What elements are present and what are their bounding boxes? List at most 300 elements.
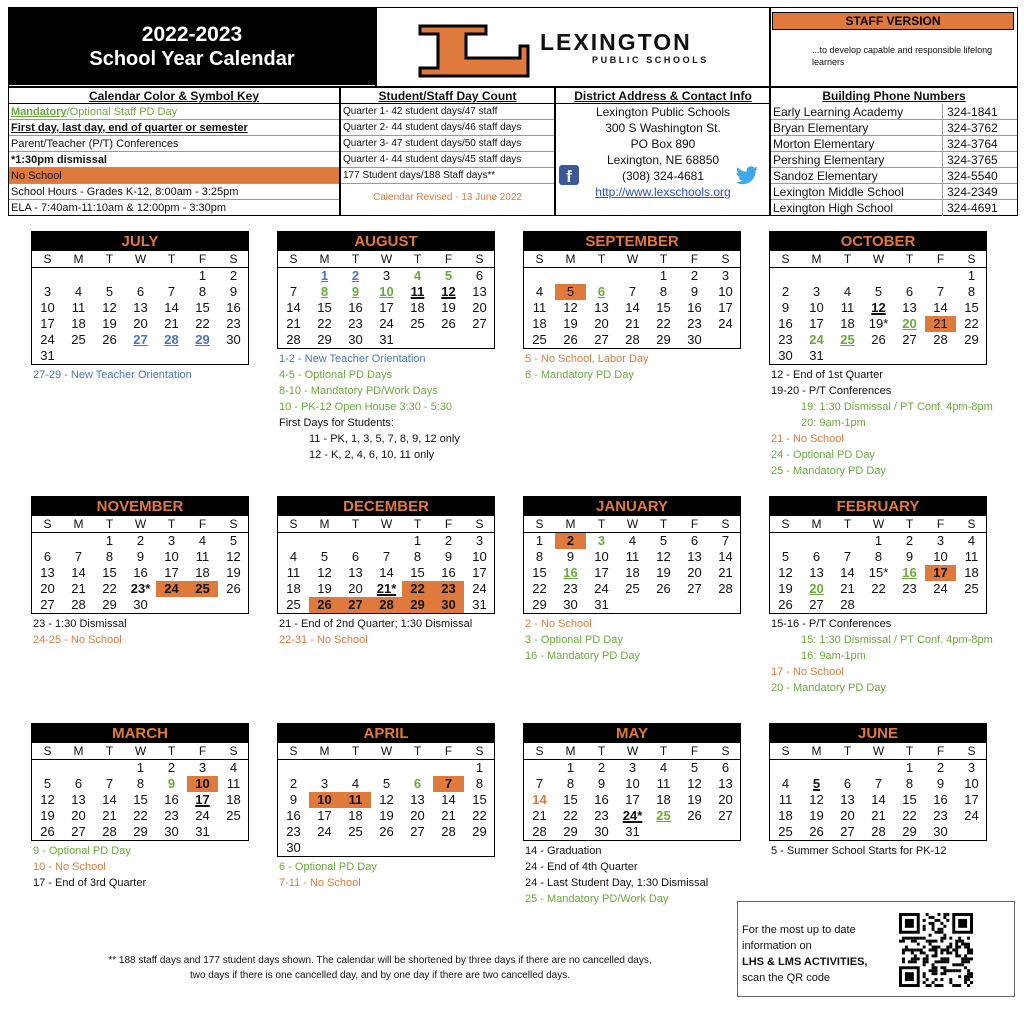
calendar-day: 26 xyxy=(871,332,886,347)
note-line: 6 - Mandatory PD Day xyxy=(525,369,634,381)
month-title: FEBRUARY xyxy=(769,496,987,516)
key-mandatory xyxy=(9,104,339,120)
key-no-school: No School xyxy=(9,168,339,184)
empty-day xyxy=(278,760,309,776)
empty-day xyxy=(710,824,741,840)
calendar-day: 14 xyxy=(286,300,301,315)
calendar-day: 28 xyxy=(371,597,402,613)
calendar-day: 27 xyxy=(594,332,609,347)
week-row xyxy=(524,792,740,808)
calendar-day: 7 xyxy=(843,549,852,564)
calendar-day: 2 xyxy=(351,268,360,283)
weekday-label: S xyxy=(475,744,484,758)
calendar-day: 16 xyxy=(778,316,793,331)
calendar-day: 29 xyxy=(902,824,917,839)
district-website-link[interactable]: http://www.lexschools.org xyxy=(595,185,731,199)
empty-day xyxy=(925,268,956,284)
calendar-day: 26 xyxy=(563,332,578,347)
week-row xyxy=(770,776,986,792)
note-line: 25 - Mandatory PD/Work Day xyxy=(525,893,669,905)
empty-day xyxy=(63,533,94,549)
calendar-day: 15 xyxy=(472,792,487,807)
calendar-day: 1 xyxy=(967,268,976,283)
calendar-day: 27 xyxy=(410,824,425,839)
calendar-day: 7 xyxy=(382,549,391,564)
week-row xyxy=(770,808,986,824)
weekday-label: S xyxy=(967,744,976,758)
weekday-label: W xyxy=(626,744,639,758)
phone-row xyxy=(771,136,1017,152)
calendar-day: 24 xyxy=(156,581,187,597)
weekday-label: W xyxy=(380,517,393,531)
month-grid xyxy=(277,516,495,614)
empty-day xyxy=(524,760,555,776)
calendar-day: 29 xyxy=(102,597,117,612)
calendar-day: 3 xyxy=(320,776,329,791)
calendar-day: 6 xyxy=(905,284,914,299)
calendar-day: 12 xyxy=(809,792,824,807)
calendar-day: 2 xyxy=(229,268,238,283)
week-row xyxy=(770,565,986,581)
calendar-day: 18 xyxy=(840,316,855,331)
twitter-icon[interactable] xyxy=(735,166,759,186)
weekday-label: M xyxy=(565,744,576,758)
calendar-day: 11 xyxy=(625,549,640,564)
calendar-day: 24* xyxy=(622,808,643,823)
calendar-day: 12 xyxy=(379,792,394,807)
weekday-label: S xyxy=(289,517,298,531)
month-title: MARCH xyxy=(31,723,249,743)
week-row xyxy=(770,284,986,300)
calendar-day: 27 xyxy=(809,597,824,612)
month-grid xyxy=(31,251,249,365)
calendar-day: 18 xyxy=(778,808,793,823)
calendar-day: 30 xyxy=(133,597,148,612)
calendar-day: 27 xyxy=(133,332,148,347)
calendar-day: 31 xyxy=(594,597,609,612)
facebook-icon[interactable]: f xyxy=(559,165,579,185)
calendar-day: 12 xyxy=(226,549,241,564)
calendar-day: 7 xyxy=(105,776,114,791)
calendar-day: 4 xyxy=(74,284,83,299)
building-name: Lexington Middle School xyxy=(773,185,904,199)
empty-day xyxy=(340,533,371,549)
calendar-day: 16 xyxy=(563,565,578,580)
calendar-day: 18 xyxy=(195,565,210,580)
month-notes xyxy=(33,843,146,891)
calendar-day: 23 xyxy=(563,581,578,596)
calendar-day: 29 xyxy=(133,824,148,839)
note-line: 24 - End of 4th Quarter xyxy=(525,861,638,873)
calendar-day: 3 xyxy=(812,284,821,299)
month-november xyxy=(31,496,249,646)
calendar-day: 1 xyxy=(413,533,422,548)
calendar-day: 8 xyxy=(413,549,422,564)
calendar-day: 11 xyxy=(195,549,210,564)
calendar-day: 20 xyxy=(348,581,363,596)
empty-day xyxy=(956,597,987,613)
calendar-day: 23 xyxy=(902,581,917,596)
weekday-label: S xyxy=(721,517,730,531)
empty-day xyxy=(617,597,648,613)
calendar-day: 15 xyxy=(410,565,425,580)
calendar-day: 26 xyxy=(441,316,456,331)
calendar-day: 2 xyxy=(781,284,790,299)
qr-line: scan the QR code xyxy=(742,972,831,984)
week-row xyxy=(770,792,986,808)
l-logo-icon xyxy=(416,20,536,80)
calendar-day: 31 xyxy=(625,824,640,839)
empty-day xyxy=(402,760,433,776)
week-row xyxy=(32,300,248,316)
building-phone: 324-5540 xyxy=(947,169,998,183)
week-row xyxy=(278,533,494,549)
calendar-day: 10 xyxy=(472,549,487,564)
empty-day xyxy=(433,760,464,776)
month-notes xyxy=(771,843,946,859)
empty-day xyxy=(586,268,617,284)
month-grid xyxy=(523,743,741,841)
empty-day xyxy=(94,760,125,776)
month-title: APRIL xyxy=(277,723,495,743)
note-line: 16: 9am-1pm xyxy=(801,650,866,662)
qr-line: LHS & LMS ACTIVITIES, xyxy=(742,956,868,968)
weekday-label: S xyxy=(967,252,976,266)
calendar-day: 22 xyxy=(402,581,433,597)
qr-code-icon[interactable] xyxy=(899,913,973,987)
calendar-day: 13 xyxy=(902,300,917,315)
calendar-day: 18 xyxy=(625,565,640,580)
calendar-day: 22 xyxy=(195,316,210,331)
empty-day xyxy=(863,348,894,364)
weekday-label: W xyxy=(872,744,885,758)
calendar-day: 5 xyxy=(690,760,699,775)
calendar-day: 9 xyxy=(781,300,790,315)
month-title: SEPTEMBER xyxy=(523,231,741,251)
weekday-header xyxy=(278,516,494,533)
calendar-day: 21 xyxy=(441,808,456,823)
week-row xyxy=(32,348,248,364)
week-row xyxy=(32,776,248,792)
week-row xyxy=(32,284,248,300)
calendar-day: 17 xyxy=(317,808,332,823)
month-notes xyxy=(771,367,993,479)
key-mandatory-label: Mandatory xyxy=(11,106,67,118)
week-row xyxy=(770,268,986,284)
calendar-day: 3 xyxy=(43,284,52,299)
calendar-day: 2 xyxy=(136,533,145,548)
calendar-day: 17 xyxy=(472,565,487,580)
weekday-label: T xyxy=(105,517,114,531)
weekday-label: W xyxy=(626,252,639,266)
calendar-day: 4 xyxy=(198,533,207,548)
weekday-label: S xyxy=(535,517,544,531)
calendar-day: 7 xyxy=(628,284,637,299)
empty-day xyxy=(894,268,925,284)
calendar-day: 28 xyxy=(164,332,179,347)
weekday-label: F xyxy=(690,744,699,758)
calendar-day: 5 xyxy=(105,284,114,299)
month-grid xyxy=(31,743,249,841)
month-notes xyxy=(279,616,472,648)
calendar-day: 24 xyxy=(964,808,979,823)
count-row: Quarter 4- 44 student days/45 staff days xyxy=(341,152,554,168)
calendar-day: 16 xyxy=(286,808,301,823)
calendar-day: 16 xyxy=(348,300,363,315)
building-phone: 324-1841 xyxy=(947,105,998,119)
weekday-label: M xyxy=(73,517,84,531)
calendar-day: 3 xyxy=(628,760,637,775)
weekday-label: T xyxy=(167,517,176,531)
month-december xyxy=(277,496,495,646)
empty-day xyxy=(801,533,832,549)
calendar-day: 13 xyxy=(133,300,148,315)
empty-day xyxy=(32,760,63,776)
building-name: Bryan Elementary xyxy=(773,121,869,135)
calendar-day: 17 xyxy=(925,565,956,581)
calendar-day: 4 xyxy=(351,776,360,791)
weekday-label: T xyxy=(105,252,114,266)
month-notes xyxy=(525,616,640,664)
calendar-day: 16 xyxy=(594,792,609,807)
note-line: 11 - PK, 1, 3, 5, 7, 8, 9, 12 only xyxy=(309,433,460,445)
calendar-day: 20 xyxy=(840,808,855,823)
month-grid xyxy=(769,516,987,614)
empty-day xyxy=(710,597,741,613)
calendar-day: 14 xyxy=(871,792,886,807)
calendar-day: 30 xyxy=(778,348,793,363)
week-row xyxy=(278,776,494,792)
calendar-day: 23 xyxy=(687,316,702,331)
calendar-day: 4 xyxy=(535,284,544,299)
calendar-day: 20 xyxy=(410,808,425,823)
calendar-day: 22 xyxy=(964,316,979,331)
weekday-header xyxy=(524,743,740,760)
calendar-day: 28 xyxy=(441,824,456,839)
calendar-day: 29 xyxy=(532,597,547,612)
week-row xyxy=(770,300,986,316)
calendar-day: 28 xyxy=(102,824,117,839)
calendar-day: 22 xyxy=(472,808,487,823)
week-row xyxy=(770,332,986,348)
calendar-day: 21 xyxy=(925,316,956,332)
count-row: 177 Student days/188 Staff days** xyxy=(341,168,554,184)
calendar-day: 11 xyxy=(71,300,86,315)
calendar-day: 9 xyxy=(351,284,360,299)
month-title: MAY xyxy=(523,723,741,743)
footnote-line: two days if there is one cancelled day, and by one day if there are two cancelled days. xyxy=(189,970,571,981)
weekday-label: M xyxy=(811,744,822,758)
calendar-day: 21 xyxy=(840,581,855,596)
week-row xyxy=(278,840,494,856)
note-line: 25 - Mandatory PD Day xyxy=(771,465,886,477)
week-row xyxy=(278,792,494,808)
calendar-revised: Calendar Revised - 13 June 2022 xyxy=(373,192,522,203)
calendar-day: 9 xyxy=(566,549,575,564)
calendar-day: 5 xyxy=(812,776,821,791)
calendar-day: 10 xyxy=(964,776,979,791)
calendar-day: 29 xyxy=(317,332,332,347)
calendar-day: 22 xyxy=(532,581,547,596)
weekday-label: S xyxy=(289,744,298,758)
calendar-day: 16 xyxy=(164,792,179,807)
calendar-day: 15* xyxy=(868,565,889,580)
calendar-day: 3 xyxy=(597,533,606,548)
calendar-day: 25 xyxy=(840,332,855,347)
empty-day xyxy=(63,348,94,364)
calendar-day: 28 xyxy=(71,597,86,612)
empty-day xyxy=(464,332,495,348)
qr-line: For the most up to date xyxy=(742,924,856,936)
calendar-day: 16 xyxy=(902,565,917,580)
week-row xyxy=(278,332,494,348)
calendar-day: 26 xyxy=(309,597,340,613)
calendar-day: 12 xyxy=(102,300,117,315)
calendar-day: 16 xyxy=(133,565,148,580)
calendar-day: 22 xyxy=(563,808,578,823)
empty-day xyxy=(218,597,249,613)
calendar-day: 16 xyxy=(226,300,241,315)
weekday-label: W xyxy=(626,517,639,531)
empty-day xyxy=(770,268,801,284)
calendar-day: 12 xyxy=(656,549,671,564)
month-grid xyxy=(769,743,987,841)
calendar-day: 20 xyxy=(594,316,609,331)
weekday-label: T xyxy=(659,744,668,758)
calendar-day: 23 xyxy=(933,808,948,823)
week-row xyxy=(524,597,740,613)
calendar-day: 11 xyxy=(226,776,241,791)
month-grid xyxy=(769,251,987,365)
calendar-day: 6 xyxy=(351,549,360,564)
month-january xyxy=(523,496,741,662)
calendar-day: 19 xyxy=(809,808,824,823)
calendar-day: 9 xyxy=(597,776,606,791)
month-grid xyxy=(31,516,249,614)
calendar-day: 1 xyxy=(105,533,114,548)
calendar-day: 8 xyxy=(105,549,114,564)
calendar-day: 14 xyxy=(933,300,948,315)
weekday-label: T xyxy=(413,517,422,531)
calendar-day: 13 xyxy=(840,792,855,807)
calendar-day: 24 xyxy=(40,332,55,347)
month-title: OCTOBER xyxy=(769,231,987,251)
calendar-day: 8 xyxy=(198,284,207,299)
empty-day xyxy=(770,533,801,549)
empty-day xyxy=(801,268,832,284)
note-line: 19: 1:30 Dismissal / PT Conf. 4pm-8pm xyxy=(801,401,993,413)
calendar-day: 17 xyxy=(164,565,179,580)
phone-row xyxy=(771,152,1017,168)
calendar-day: 7 xyxy=(535,776,544,791)
calendar-day: 11 xyxy=(286,565,301,580)
calendar-day: 29 xyxy=(195,332,210,347)
calendar-day: 18 xyxy=(410,300,425,315)
calendar-day: 2 xyxy=(167,760,176,775)
calendar-day: 27 xyxy=(840,824,855,839)
logo-name: LEXINGTON xyxy=(540,29,692,55)
calendar-day: 30 xyxy=(286,840,301,855)
note-line: 24-25 - No School xyxy=(33,634,122,646)
footnote-line: ** 188 staff days and 177 student days shown. The calendar will be shortened by three days if there are no cancelled days, xyxy=(108,955,652,966)
calendar-day: 28 xyxy=(718,581,733,596)
calendar-day: 14 xyxy=(532,792,547,807)
note-line: 12 - K, 2, 4, 6, 10, 11 only xyxy=(309,449,435,461)
calendar-day: 19 xyxy=(563,316,578,331)
calendar-day: 25 xyxy=(625,581,640,596)
calendar-day: 10 xyxy=(933,549,948,564)
calendar-day: 8 xyxy=(566,776,575,791)
week-row xyxy=(32,824,248,840)
building-name: Morton Elementary xyxy=(773,137,875,151)
calendar-day: 27 xyxy=(40,597,55,612)
month-july xyxy=(31,231,249,381)
calendar-day: 20 xyxy=(902,316,917,331)
calendar-day: 29 xyxy=(472,824,487,839)
calendar-day: 23 xyxy=(433,581,464,597)
calendar-day: 6 xyxy=(843,776,852,791)
empty-day xyxy=(648,597,679,613)
empty-day xyxy=(894,348,925,364)
calendar-day: 1 xyxy=(535,533,544,548)
calendar-day: 10 xyxy=(625,776,640,791)
calendar-day: 17 xyxy=(964,792,979,807)
week-row xyxy=(278,581,494,597)
calendar-day: 29 xyxy=(656,332,671,347)
calendar-day: 1 xyxy=(475,760,484,775)
note-line: 21 - No School xyxy=(771,433,844,445)
week-row xyxy=(770,348,986,364)
calendar-day: 6 xyxy=(136,284,145,299)
calendar-day: 24 xyxy=(317,824,332,839)
week-row xyxy=(524,760,740,776)
calendar-day: 1 xyxy=(136,760,145,775)
calendar-day: 13 xyxy=(809,565,824,580)
calendar-day: 5 xyxy=(444,268,453,283)
calendar-day: 29 xyxy=(563,824,578,839)
calendar-day: 23 xyxy=(226,316,241,331)
weekday-label: S xyxy=(475,517,484,531)
weekday-label: S xyxy=(229,252,238,266)
calendar-day: 4 xyxy=(967,533,976,548)
calendar-day: 3 xyxy=(167,533,176,548)
empty-day xyxy=(863,760,894,776)
note-line: 3 - Optional PD Day xyxy=(525,634,623,646)
calendar-day: 15 xyxy=(102,565,117,580)
note-line: 24 - Last Student Day, 1:30 Dismissal xyxy=(525,877,709,889)
weekday-label: S xyxy=(781,744,790,758)
count-row: Quarter 3- 47 student days/50 staff days xyxy=(341,136,554,152)
key-ela-hours: ELA - 7:40am-11:10am & 12:00pm - 3:30pm xyxy=(11,202,227,214)
phone-row xyxy=(771,200,1017,216)
calendar-day: 4 xyxy=(628,533,637,548)
calendar-title xyxy=(9,8,375,85)
note-line: 19-20 - P/T Conferences xyxy=(771,385,892,397)
calendar-day: 5 xyxy=(43,776,52,791)
empty-day xyxy=(125,348,156,364)
calendar-day: 9 xyxy=(936,776,945,791)
weekday-label: S xyxy=(229,517,238,531)
calendar-day: 31 xyxy=(40,348,55,363)
calendar-day: 8 xyxy=(659,284,668,299)
calendar-day: 30 xyxy=(226,332,241,347)
calendar-day: 27 xyxy=(71,824,86,839)
calendar-day: 22 xyxy=(902,808,917,823)
week-row xyxy=(32,268,248,284)
calendar-day: 3 xyxy=(936,533,945,548)
calendar-day: 25 xyxy=(964,581,979,596)
calendar-day: 8 xyxy=(535,549,544,564)
